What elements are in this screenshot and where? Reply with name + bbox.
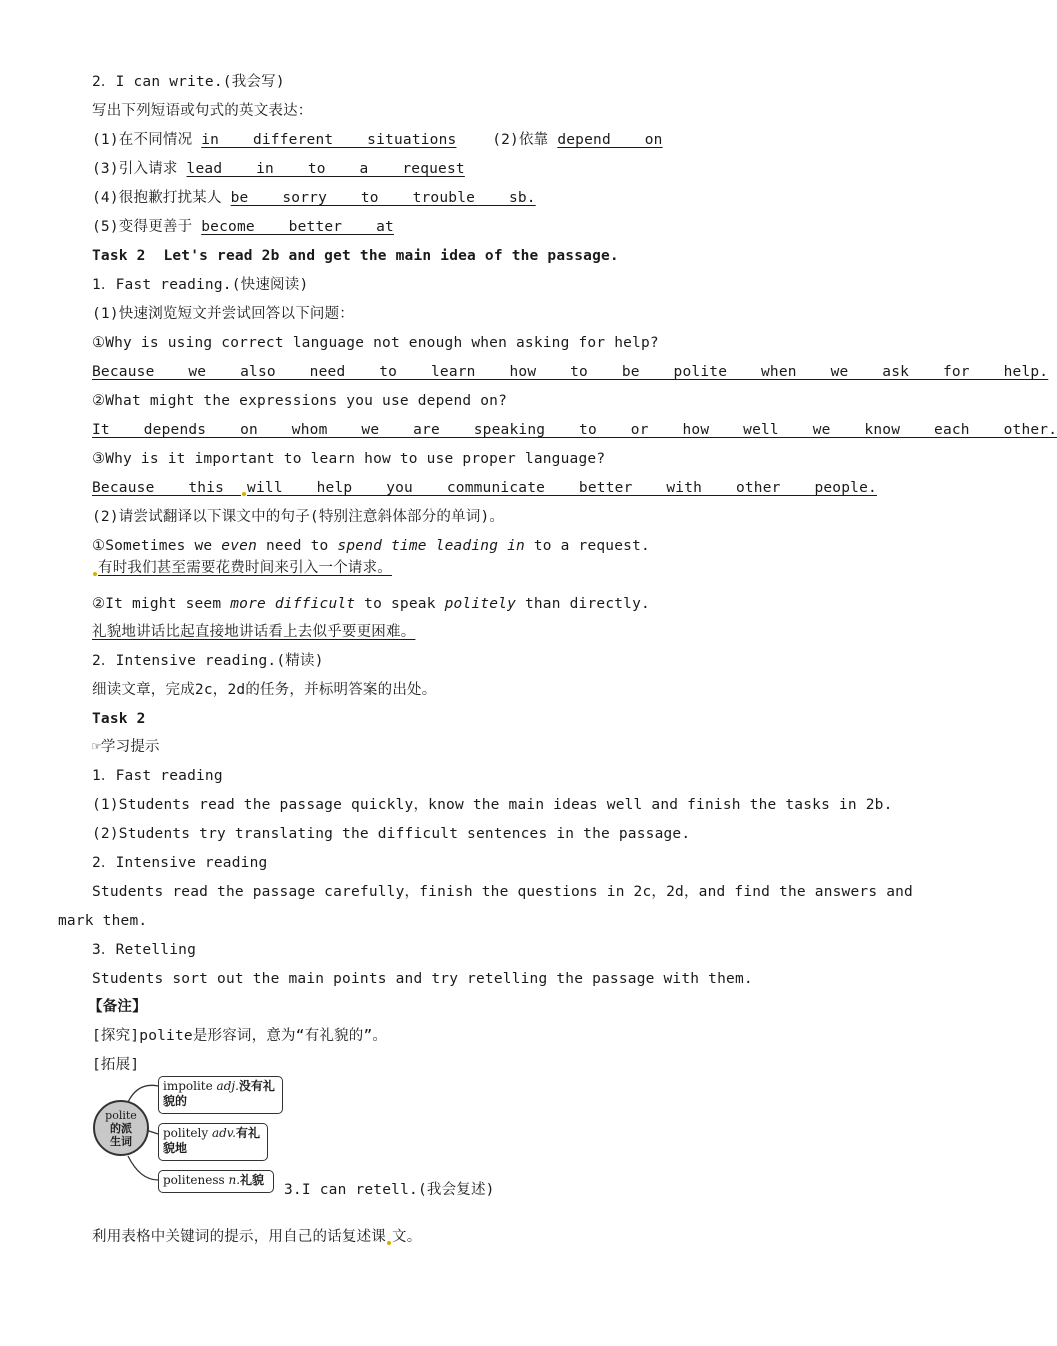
intensive-reading-heading: 2．Intensive reading.(精读) (92, 653, 324, 669)
explore-note: [探究]polite是形容词，意为“有礼貌的”。 (92, 1028, 388, 1044)
fast-reading-instruction: (1)快速浏览短文并尝试回答以下问题： (92, 306, 354, 322)
diagram-node-impolite: impolite adj.没有礼貌的 (158, 1076, 283, 1114)
sentence-1: ①Sometimes we even need to spend time leading in to a request. (92, 538, 650, 554)
tip-1-2: (2)Students try translating the difficult sentences in the passage. (92, 826, 691, 842)
extend-label: [拓展] (92, 1057, 140, 1073)
answer-q1: Because we also need to learn how to be polite when we ask for help. (92, 364, 1049, 380)
retell-heading: 3.I can retell.(我会复述) (284, 1182, 495, 1198)
tip-3-text: Students sort out the main points and try retelling the passage with them. (92, 971, 753, 987)
mark-dot (93, 572, 97, 576)
section-title-write: 2．I can write.(我会写) (92, 74, 285, 90)
answer-4: be sorry to trouble sb. (230, 190, 536, 206)
fast-reading-heading: 1．Fast reading.(快速阅读) (92, 277, 309, 293)
instruction-text: 写出下列短语或句式的英文表达： (92, 103, 313, 119)
answer-5: become better at (201, 219, 394, 235)
phrase-item-1: (1)在不同情况 in different situations (2)依靠 depend on (92, 132, 663, 148)
retell-instruction: 利用表格中关键词的提示，用自己的话复述课 文。 (92, 1229, 422, 1245)
answer-q3: Because this will help you communicate better with other people. (92, 480, 877, 496)
word-family-diagram (88, 1072, 298, 1202)
answer-2: depend on (557, 132, 663, 148)
question-2: ②What might the expressions you use depend on? (92, 393, 508, 409)
phrase-item-4: (4)很抱歉打扰某人 be sorry to trouble sb. (92, 190, 536, 206)
translation-1: 有时我们甚至需要花费时间来引入一个请求。 (92, 558, 392, 578)
task-2-heading: Task 2 Let's read 2b and get the main idea of the passage. (92, 248, 619, 264)
study-tips-heading: ☞学习提示 (92, 739, 160, 755)
diagram-center-node: polite 的派 生词 (93, 1100, 149, 1156)
tip-1-1: (1)Students read the passage quickly，know the main ideas well and finish the tasks in 2b. (92, 797, 893, 813)
mark-dot (242, 492, 246, 496)
notes-heading: 【备注】 (88, 999, 147, 1015)
diagram-node-politeness: politeness n.礼貌 (158, 1170, 274, 1193)
tip-retelling: 3．Retelling (92, 942, 196, 958)
tip-2-text: Students read the passage carefully，finish the questions in 2c，2d，and find the answers and (92, 884, 913, 900)
question-1: ①Why is using correct language not enough when asking for help? (92, 335, 659, 351)
answer-3: lead in to a request (186, 161, 465, 177)
intensive-reading-instruction: 细读文章，完成2c，2d的任务，并标明答案的出处。 (92, 682, 437, 698)
question-3: ③Why is it important to learn how to use proper language? (92, 451, 606, 467)
tip-fast-reading: 1．Fast reading (92, 768, 223, 784)
tip-2-text-cont: mark them. (58, 913, 148, 929)
translation-instruction: (2)请尝试翻译以下课文中的句子(特别注意斜体部分的单词)。 (92, 509, 505, 525)
diagram-node-politely: politely adv.有礼貌地 (158, 1123, 268, 1161)
sentence-2: ②It might seem more difficult to speak politely than directly. (92, 596, 650, 612)
answer-1: in different situations (201, 132, 457, 148)
translation-2: 礼貌地讲话比起直接地讲话看上去似乎要更困难。 (92, 624, 416, 640)
mark-dot (387, 1241, 391, 1245)
tip-intensive-reading: 2．Intensive reading (92, 855, 268, 871)
phrase-item-3: (3)引入请求 lead in to a request (92, 161, 465, 177)
answer-q2: It depends on whom we are speaking to or how well we know each other. (92, 422, 1057, 438)
phrase-item-5: (5)变得更善于 become better at (92, 219, 394, 235)
task-2-label: Task 2 (92, 711, 146, 727)
